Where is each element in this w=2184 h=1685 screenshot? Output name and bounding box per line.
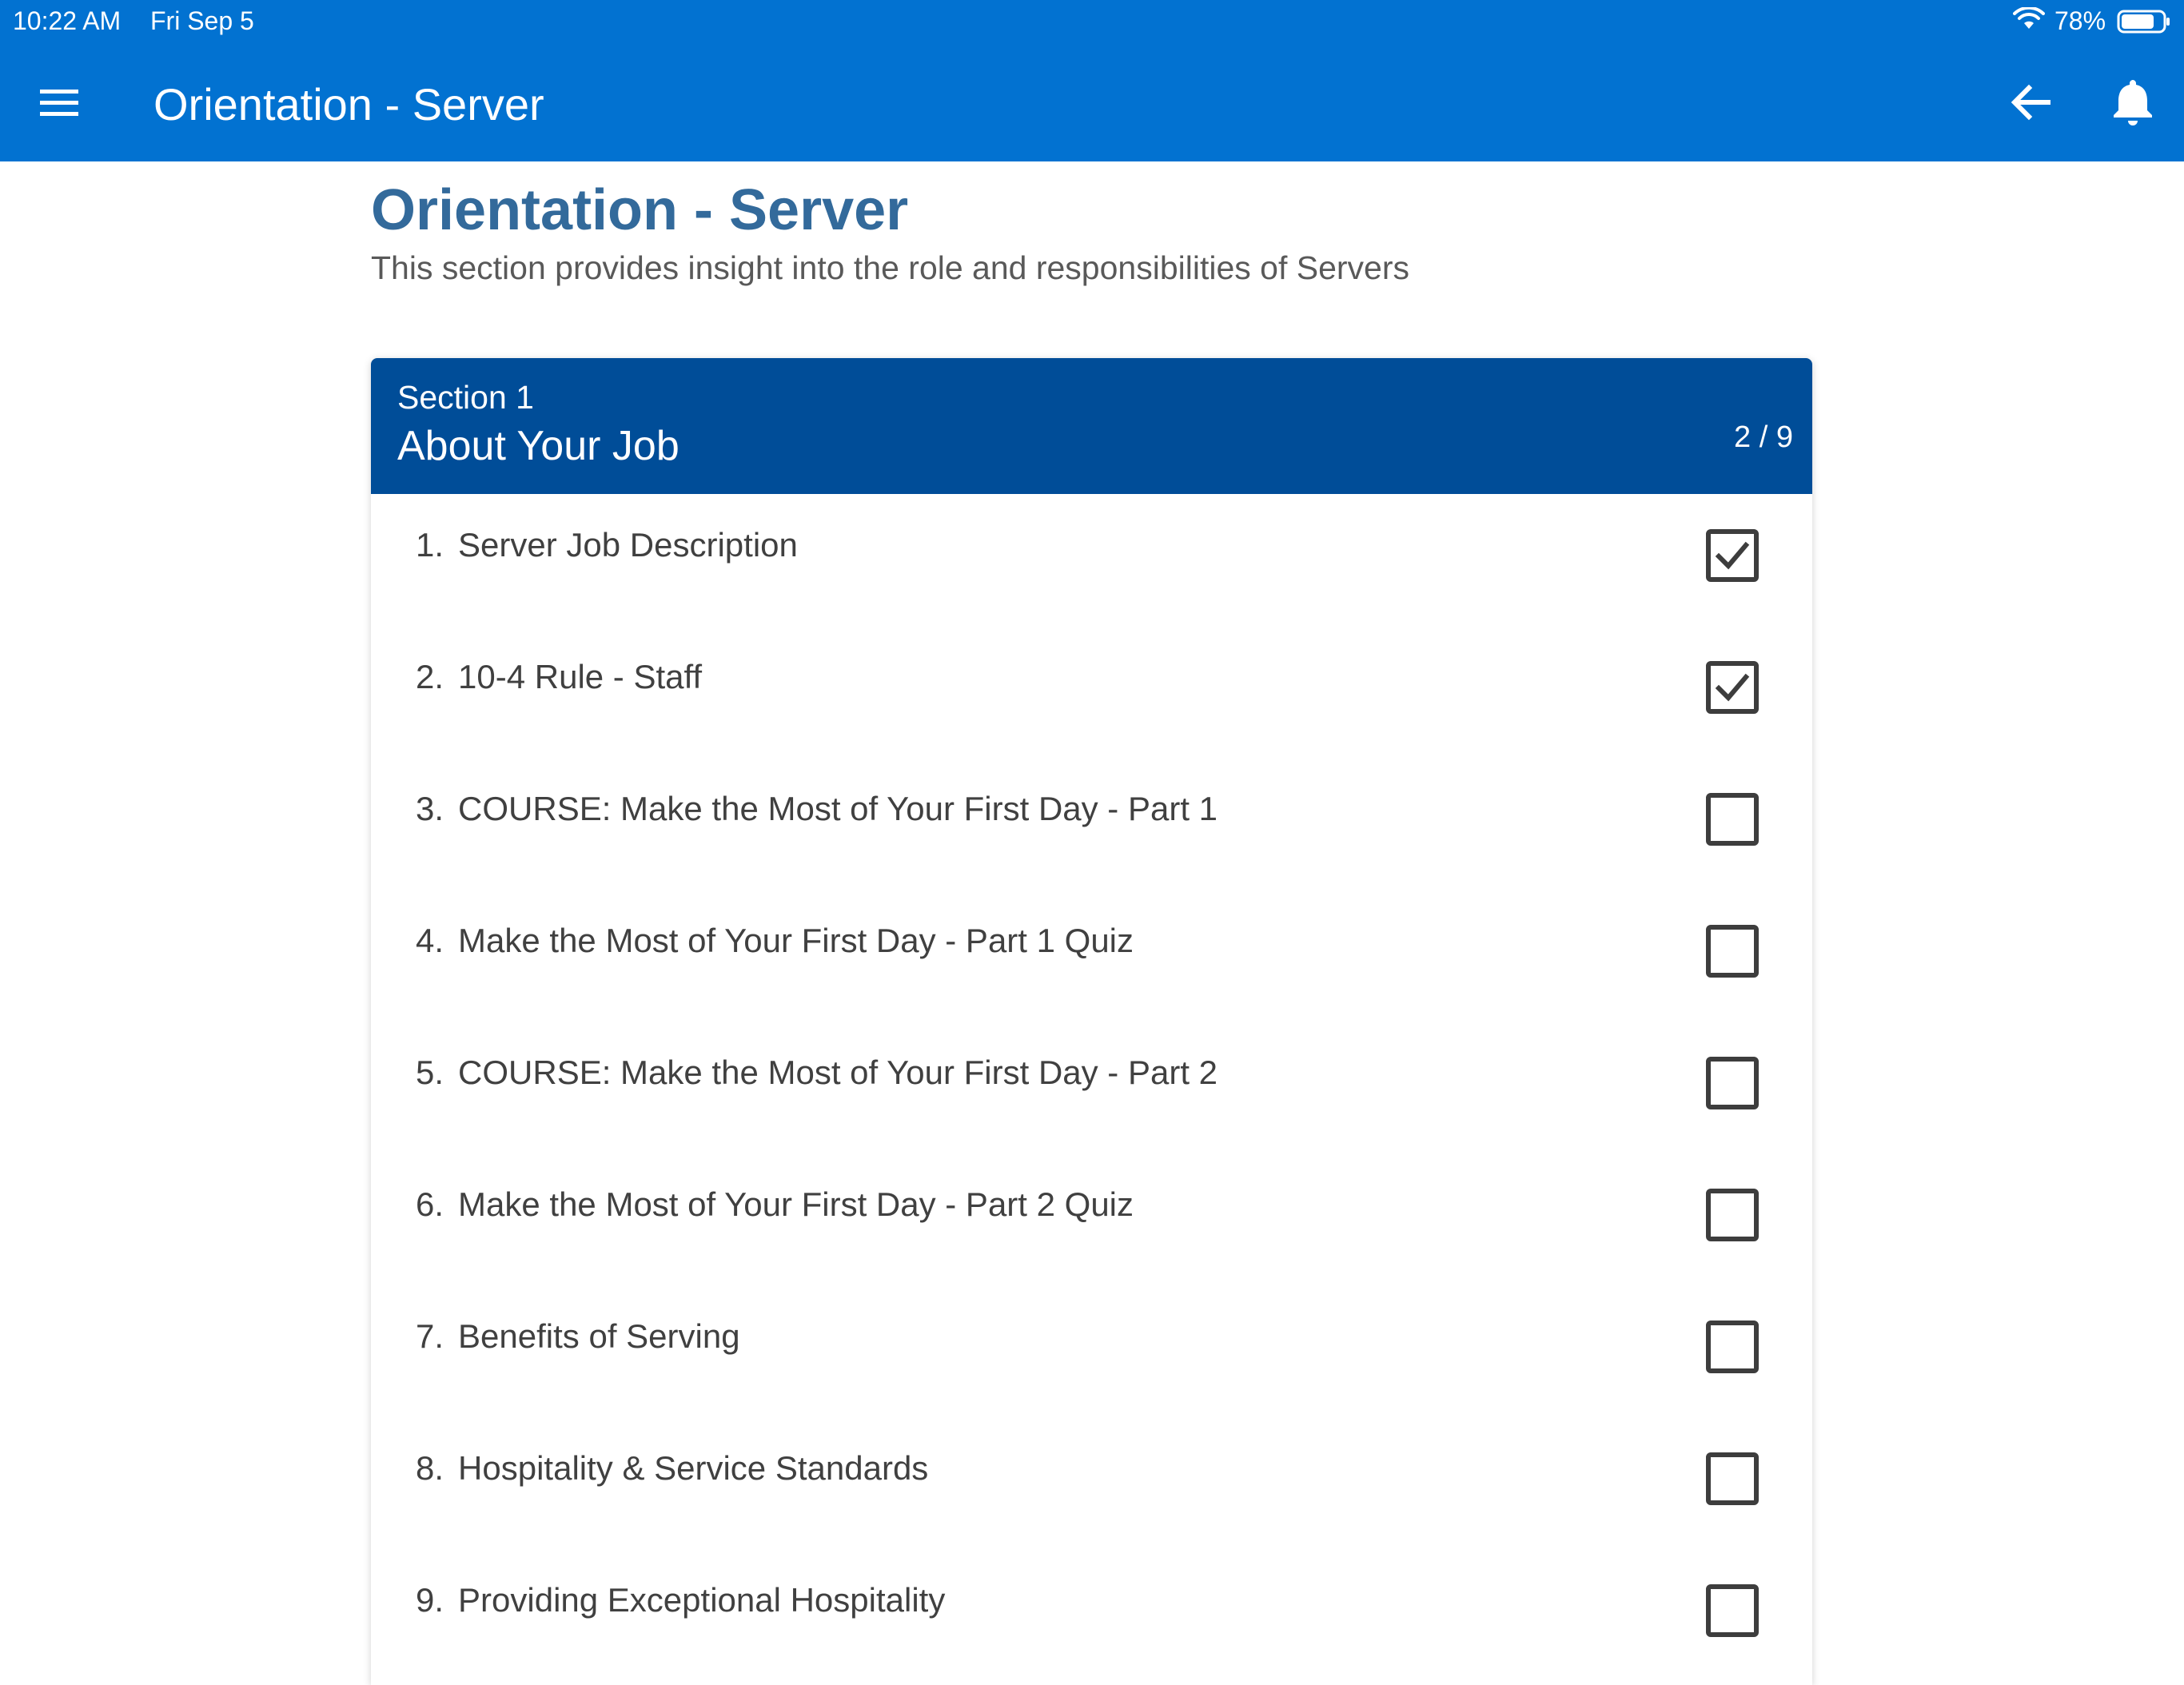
completion-checkbox[interactable] <box>1706 1189 1759 1241</box>
lesson-title <box>416 1054 1218 1092</box>
lesson-item[interactable] <box>371 890 1812 1022</box>
wifi-icon <box>2013 7 2045 31</box>
lesson-number: 7. <box>416 1317 444 1355</box>
lesson-title-text: Hospitality & Service Standards <box>458 1449 929 1487</box>
lesson-item[interactable] <box>371 758 1812 890</box>
back-button[interactable] <box>2005 78 2058 126</box>
section-card <box>371 358 1812 1685</box>
lesson-title <box>416 1185 1134 1224</box>
hamburger-menu-icon <box>34 82 85 123</box>
lesson-title <box>416 790 1218 828</box>
notifications-button[interactable] <box>2107 75 2158 128</box>
lesson-number: 8. <box>416 1449 444 1487</box>
section-header[interactable] <box>371 358 1812 494</box>
completion-checkbox[interactable] <box>1706 925 1759 978</box>
section-number: Section 1 <box>397 379 534 416</box>
completion-checkbox[interactable] <box>1706 1584 1759 1637</box>
lesson-title-text: Providing Exceptional Hospitality <box>458 1581 946 1619</box>
lesson-number: 5. <box>416 1054 444 1091</box>
lesson-title-text: Make the Most of Your First Day - Part 2 Quiz <box>458 1185 1134 1223</box>
lesson-number: 2. <box>416 658 444 695</box>
completion-checkbox[interactable] <box>1706 793 1759 846</box>
lesson-item[interactable] <box>371 1549 1812 1681</box>
lesson-title <box>416 1449 928 1488</box>
lesson-list <box>371 494 1812 1681</box>
lesson-title-text: Server Job Description <box>458 526 798 564</box>
arrow-left-icon <box>2005 78 2058 126</box>
completion-checkbox[interactable] <box>1706 529 1759 582</box>
lesson-number: 4. <box>416 922 444 959</box>
lesson-title-text: COURSE: Make the Most of Your First Day - Part 2 <box>458 1054 1218 1091</box>
lesson-number: 9. <box>416 1581 444 1619</box>
checkmark-icon <box>1712 669 1752 706</box>
page-subtitle: This section provides insight into the role and responsibilities of Servers <box>371 249 1409 286</box>
status-time: 10:22 AM <box>13 6 122 35</box>
checkmark-icon <box>1712 537 1752 574</box>
battery-icon <box>2117 10 2171 34</box>
lesson-title-text: 10-4 Rule - Staff <box>458 658 703 695</box>
lesson-item[interactable] <box>371 626 1812 758</box>
lesson-item[interactable] <box>371 1417 1812 1549</box>
lesson-title-text: COURSE: Make the Most of Your First Day - Part 1 <box>458 790 1218 827</box>
page-title: Orientation - Server <box>371 178 909 242</box>
lesson-title-text: Benefits of Serving <box>458 1317 740 1355</box>
lesson-item[interactable] <box>371 1022 1812 1153</box>
menu-button[interactable] <box>34 82 85 123</box>
completion-checkbox[interactable] <box>1706 1321 1759 1373</box>
status-date: Fri Sep 5 <box>150 6 254 35</box>
lesson-title <box>416 1317 740 1356</box>
completion-checkbox[interactable] <box>1706 1057 1759 1109</box>
bell-icon <box>2107 75 2158 128</box>
lesson-item[interactable] <box>371 1285 1812 1417</box>
lesson-title <box>416 922 1134 960</box>
completion-checkbox[interactable] <box>1706 661 1759 714</box>
lesson-number: 6. <box>416 1185 444 1223</box>
completion-checkbox[interactable] <box>1706 1452 1759 1505</box>
section-progress: 2 / 9 <box>1734 420 1793 454</box>
lesson-title <box>416 1581 945 1619</box>
lesson-title <box>416 526 798 564</box>
status-bar <box>0 0 2184 42</box>
lesson-number: 3. <box>416 790 444 827</box>
battery-percentage: 78% <box>2054 6 2106 35</box>
lesson-item[interactable] <box>371 494 1812 626</box>
app-bar-title: Orientation - Server <box>153 79 544 129</box>
lesson-title <box>416 658 702 696</box>
lesson-number: 1. <box>416 526 444 564</box>
lesson-title-text: Make the Most of Your First Day - Part 1 Quiz <box>458 922 1134 959</box>
app-bar <box>0 42 2184 161</box>
lesson-item[interactable] <box>371 1153 1812 1285</box>
section-name: About Your Job <box>397 423 680 469</box>
